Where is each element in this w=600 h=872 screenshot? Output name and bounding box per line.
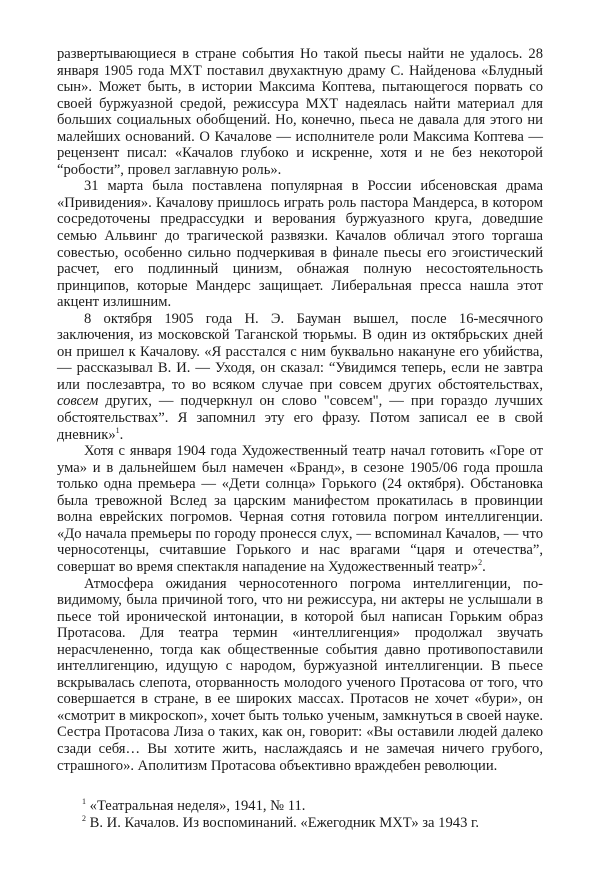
text-run: . <box>119 426 124 443</box>
paragraph <box>57 311 543 443</box>
footnote-text: «Театральная неделя», 1941, № 11. <box>86 798 306 815</box>
paragraph: Атмосфера ожидания черносотенного погрома интеллигенции, по-видимому, была причиной того, что ни режиссура, ни актеры не услышали в пьесе той иронической интонации, в которой был написан Горьким образ Протасова. Для театра термин «интеллигенция» продолжал звучать нерасчлененно, тогда как общественные события давно противопоставили интеллигенцию, идущую с народом, буржуазной интеллигенции. В пьесе вскрывалась слепота, оторванность молодого ученого Протасова от того, что совершается в стране, в ее широких массах. Протасов не хочет «бури», он «смотрит в микроскоп», хочет быть только ученым, замкнуться в своей науке. Сестра Протасова Лиза о таких, как он, говорит: «Вы оставили людей далеко сзади себя… Вы хотите жить, наслаждаясь и не замечая ничего грубого, страшного». Аполитизм Протасова объективно враждебен революции. <box>57 575 543 774</box>
paragraph: развертывающиеся в стране события Но такой пьесы найти не удалось. 28 января 1905 года МХТ поставил двухактную драму С. Найденова «Блудный сын». Может быть, в истории Максима Коптева, пытающегося порвать со своей буржуазной средой, режиссура МХТ надеялась найти материал для больших социальных обобщений. Но, конечно, пьеса не давала для этого ни малейших оснований. О Качалове — исполнителе роли Максима Коптева — рецензент писал: «Качалов глубоко и искренне, хотя и не без некоторой “робости”, провел заглавную роль». <box>57 46 543 178</box>
footnote-text: В. И. Качалов. Из воспоминаний. «Ежегодник МХТ» за 1943 г. <box>86 815 480 832</box>
footnote-mark: 1 <box>82 797 86 807</box>
text-run: . <box>482 558 486 575</box>
emphasis: совсем <box>57 393 99 410</box>
footnotes <box>57 798 543 832</box>
footnote-mark: 2 <box>82 814 86 824</box>
text-run: других, — подчеркнул он слово "совсем", — при гораздо лучших обстоятельствах”. Я запомнил эту его фразу. Потом записал ее в свой дневник» <box>57 393 543 443</box>
footnote-ref[interactable]: 1 <box>115 425 120 435</box>
footnote <box>82 798 543 815</box>
paragraph: 31 марта была поставлена популярная в России ибсеновская драма «Привидения». Качалову пришлось играть роль пастора Мандерса, в котором сосредоточены предрассудки и верования буржуазного круга, доведшие семью Альвинг до трагической развязки. Качалов обличал этого торгаша совестью, особенно сильно подчеркивая в финале пьесы его эгоистический расчет, его подлинный цинизм, обнажая полную несостоятельность принципов, которые Мандерс защищает. Либеральная пресса нашла этот акцент излишним. <box>57 178 543 311</box>
footnote-ref[interactable]: 2 <box>478 558 483 568</box>
text-run: Хотя с января 1904 года Художественный театр начал готовить «Горе от ума» и в дальнейшем был намечен «Бранд», в сезоне 1905/06 года прошла только одна премьера — «Дети солнца» Горького (24 октября). Обстановка была тревожной Вслед за царским манифестом прокатилась в провинции волна еврейских погромов. Черная сотня готовила погром интеллигенции. «До начала премьеры по городу пронесся слух, — вспоминал Качалов, — что черносотенцы, считавшие Горького и нас врагами “царя и отечества”, совершат во время спектакля нападение на Художественный театр» <box>57 443 543 575</box>
paragraph <box>57 443 543 575</box>
page-body <box>57 46 543 774</box>
footnote <box>82 815 543 832</box>
text-run: 8 октября 1905 года Н. Э. Бауман вышел, после 16-месячного заключения, из московской Таганской тюрьмы. В один из октябрьских дней он пришел к Качалову. «Я расстался с ним буквально накануне его убийства, — рассказывал В. И. — Уходя, он сказал: “Увидимся теперь, если не завтра или послезавтра, то во всяком случае при совсем других обстоятельствах, <box>57 310 543 393</box>
